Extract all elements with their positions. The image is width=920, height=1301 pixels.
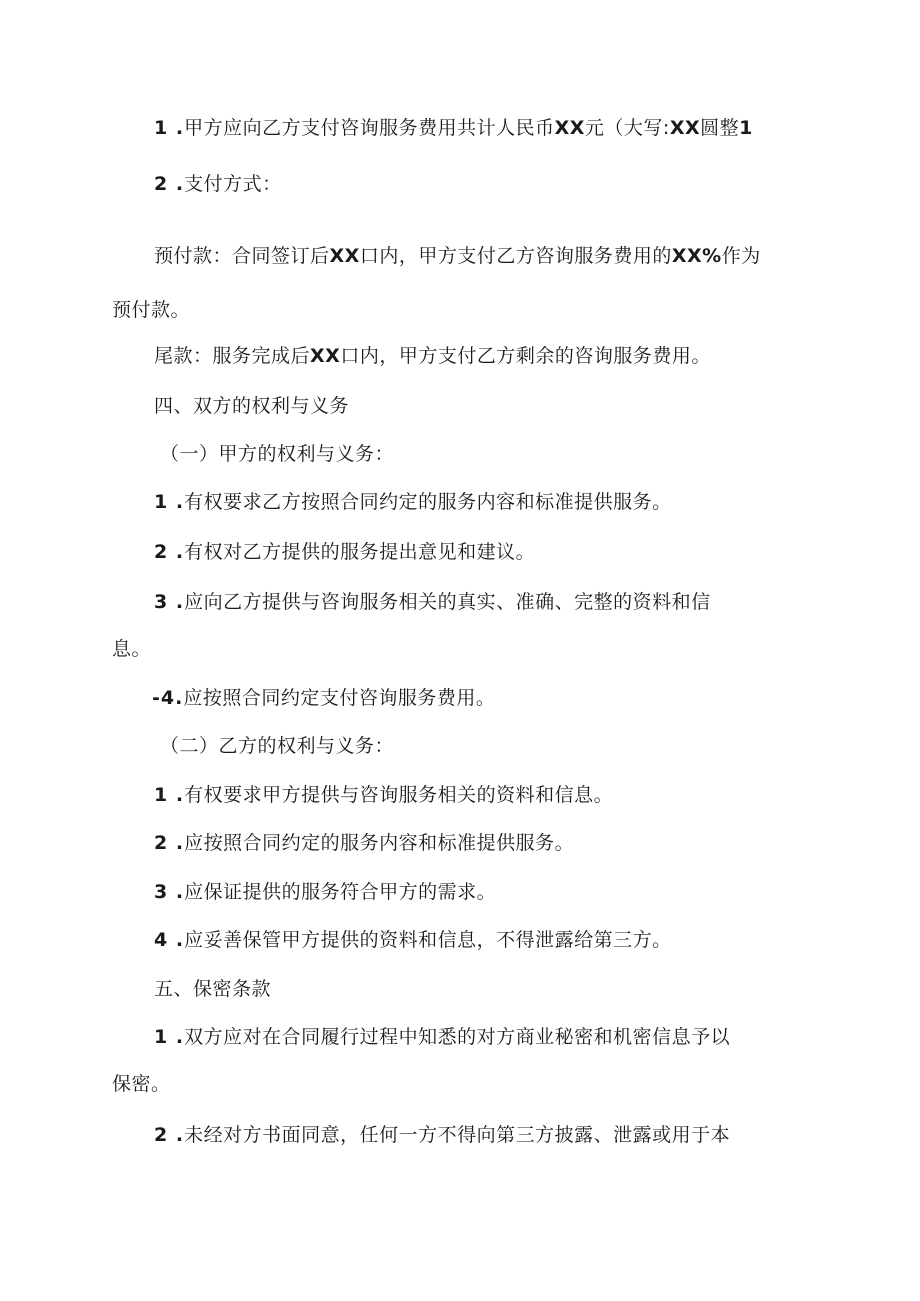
placeholder-days: XX (310, 345, 341, 367)
placeholder-percent: XX% (671, 245, 722, 267)
party-a-clause-3 (154, 590, 711, 614)
section-heading-rights (154, 394, 349, 418)
clause-text: 有权对乙方提供的服务提出意见和建议。 (184, 541, 536, 563)
section-heading-confidentiality (154, 977, 271, 1001)
party-a-clause-2 (154, 540, 535, 564)
clause-text: 预付款：合同签订后 (154, 245, 330, 267)
clause-number: 3 (154, 591, 169, 613)
clause-dot: . (168, 1124, 185, 1146)
confidentiality-clause-2 (154, 1123, 730, 1147)
clause-dot: . (168, 784, 185, 806)
clause-text: 有权要求甲方提供与咨询服务相关的资料和信息。 (184, 784, 614, 806)
clause-text: 预付款。 (112, 299, 191, 321)
clause-number: 1 (154, 784, 169, 806)
clause-dot: . (168, 173, 185, 195)
payment-amount-clause (154, 116, 753, 140)
clause-number: 2 (154, 1124, 169, 1146)
clause-dot: . (168, 1026, 185, 1048)
clause-dot: . (168, 541, 185, 563)
advance-payment-line-cont (112, 298, 190, 322)
clause-number: 4 (154, 929, 169, 951)
party-a-clause-3-cont (112, 637, 151, 661)
clause-text: 应按照合同约定的服务内容和标准提供服务。 (184, 832, 575, 854)
clause-dot: . (168, 117, 185, 139)
subsection-title: （二）乙方的权利与义务： (160, 735, 395, 757)
clause-dot: . (168, 881, 185, 903)
placeholder-amount: XX (554, 117, 585, 139)
clause-number: 1 (154, 1026, 169, 1048)
party-b-clause-4 (154, 928, 672, 952)
party-a-clause-4 (152, 686, 495, 710)
clause-dot: . (168, 491, 185, 513)
clause-text: 双方应对在合同履行过程中知悉的对方商业秘密和机密信息予以 (184, 1026, 731, 1048)
confidentiality-clause-1-cont (112, 1072, 171, 1096)
payment-method-clause (154, 172, 282, 196)
clause-text: 应向乙方提供与咨询服务相关的真实、准确、完整的资料和信 (184, 591, 711, 613)
subsection-title: （一）甲方的权利与义务： (160, 443, 395, 465)
section-title: 五、保密条款 (154, 978, 272, 1000)
clause-text: 尾款：服务完成后 (154, 345, 311, 367)
clause-text: 保密。 (112, 1073, 171, 1095)
clause-number: 2 (154, 541, 169, 563)
placeholder-amount-words: XX (669, 117, 701, 139)
clause-text: 有权要求乙方按照合同约定的服务内容和标准提供服务。 (184, 491, 672, 513)
party-b-clause-3 (154, 880, 496, 904)
clause-dot: . (168, 591, 185, 613)
confidentiality-clause-1 (154, 1025, 730, 1049)
clause-text: 甲方应向乙方支付咨询服务费用共计人民币 (184, 117, 555, 139)
party-a-clause-1 (154, 490, 672, 514)
party-b-clause-1 (154, 783, 613, 807)
subsection-party-b (160, 734, 394, 758)
clause-number: 2 (154, 832, 169, 854)
clause-text: 作为 (721, 245, 761, 267)
advance-payment-line (154, 244, 761, 268)
subsection-party-a (160, 442, 394, 466)
clause-text: 应保证提供的服务符合甲方的需求。 (184, 881, 497, 903)
clause-number: 3 (154, 881, 169, 903)
clause-text: 圆整 (700, 117, 740, 139)
party-b-clause-2 (154, 831, 574, 855)
clause-number: 1 (154, 117, 169, 139)
clause-text: 口内，甲方支付乙方咨询服务费用的 (359, 245, 672, 267)
clause-dot: . (175, 687, 184, 709)
clause-text: 未经对方书面同意，任何一方不得向第三方披露、泄露或用于本 (184, 1124, 731, 1146)
clause-number: 2 (154, 173, 169, 195)
stray-digit: 1 (739, 117, 754, 139)
clause-text: 支付方式： (184, 173, 282, 195)
clause-text: 应妥善保管甲方提供的资料和信息，不得泄露给第三方。 (184, 929, 672, 951)
clause-text: 元（大写: (584, 117, 670, 139)
clause-text: 应按照合同约定支付咨询服务费用。 (183, 687, 496, 709)
section-title: 四、双方的权利与义务 (154, 395, 350, 417)
clause-text: 息。 (112, 638, 152, 660)
clause-text: 口内，甲方支付乙方剩余的咨询服务费用。 (340, 345, 711, 367)
clause-number: -4 (152, 687, 176, 709)
clause-dot: . (168, 832, 185, 854)
placeholder-days: XX (329, 245, 360, 267)
final-payment-line (154, 344, 711, 368)
clause-number: 1 (154, 491, 169, 513)
clause-dot: . (168, 929, 185, 951)
